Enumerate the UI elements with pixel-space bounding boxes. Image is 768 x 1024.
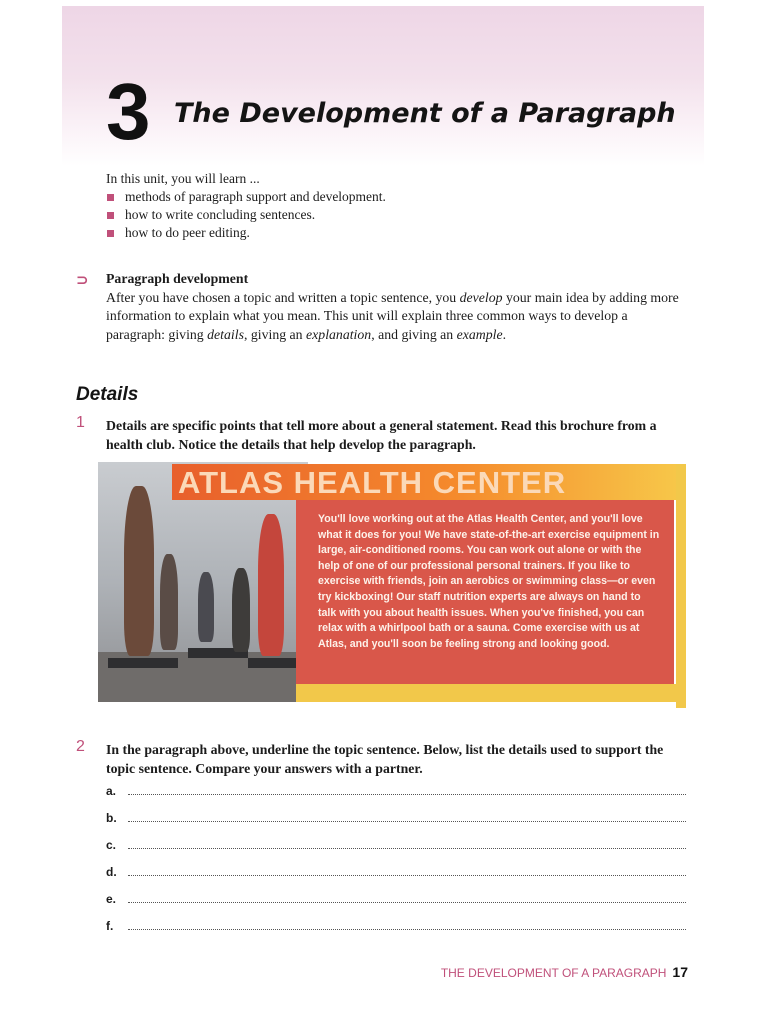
- question-text-2: In the paragraph above, underline the topic sentence. Below, list the details used to support the topic sentence. Compare your answers with a partner.: [106, 742, 664, 776]
- answer-letter: e.: [106, 892, 117, 906]
- answer-row: [106, 865, 686, 892]
- answer-row: [106, 892, 686, 919]
- answer-line[interactable]: [128, 919, 686, 930]
- answer-line[interactable]: [128, 838, 686, 849]
- unit-intro: [106, 170, 386, 242]
- answer-letter: a.: [106, 784, 117, 798]
- answer-letter: f.: [106, 919, 114, 933]
- objective-item: how to do peer editing.: [106, 224, 386, 242]
- photo-figure: [232, 568, 250, 652]
- page-footer: [441, 964, 688, 980]
- brochure: [98, 462, 686, 708]
- answer-row: [106, 919, 686, 946]
- paragraph-development-block: [106, 270, 686, 344]
- unit-title: The Development of a Paragraph: [174, 98, 676, 129]
- objective-item: how to write concluding sentences.: [106, 206, 386, 224]
- brochure-bottom-strip: [296, 684, 676, 702]
- answer-line[interactable]: [128, 811, 686, 822]
- brochure-side-strip: [676, 464, 686, 708]
- question-text-1: Details are specific points that tell more about a general statement. Read this brochure from a health club. Notice the details that help develop the paragraph.: [106, 418, 657, 452]
- intro-lead: In this unit, you will learn ...: [106, 171, 260, 186]
- unit-number: 3: [106, 67, 149, 156]
- answer-line[interactable]: [128, 892, 686, 903]
- dev-text-emphasis: details: [207, 326, 244, 342]
- textbook-page: [62, 6, 704, 1018]
- question-number-1: 1: [76, 414, 85, 431]
- answer-line[interactable]: [128, 784, 686, 795]
- photo-figure: [198, 572, 214, 642]
- objective-item: methods of paragraph support and development.: [106, 188, 386, 206]
- page-number: 17: [672, 964, 688, 980]
- running-title: THE DEVELOPMENT OF A PARAGRAPH: [440, 966, 667, 980]
- brochure-title: ATLAS HEALTH CENTER: [178, 465, 567, 500]
- answer-row: [106, 784, 686, 811]
- dev-text-part: .: [502, 326, 507, 342]
- answer-letter: c.: [106, 838, 117, 852]
- photo-figure: [160, 554, 178, 650]
- dev-text-emphasis: develop: [459, 289, 503, 305]
- photo-figure: [124, 486, 154, 656]
- brochure-text-box: [296, 500, 674, 684]
- answer-letter: b.: [106, 811, 117, 825]
- dev-text-part: , and giving an: [371, 326, 457, 342]
- development-arrow-icon: ⊃: [76, 271, 89, 289]
- learning-objectives: [106, 188, 386, 242]
- section-title-details: Details: [76, 384, 139, 405]
- photo-step: [108, 658, 178, 668]
- header-band: [62, 6, 704, 166]
- answer-line[interactable]: [128, 865, 686, 876]
- answer-row: [106, 838, 686, 865]
- dev-text-part: , giving an: [243, 326, 307, 342]
- development-text: [106, 289, 686, 345]
- question-number-2: 2: [76, 738, 85, 755]
- development-title: Paragraph development: [106, 271, 249, 286]
- answer-letter: d.: [106, 865, 117, 879]
- photo-figure: [258, 514, 284, 656]
- brochure-body: You'll love working out at the Atlas Health Center, and you'll love what it does for you! We have state-of-the-art exercise equipment in large, air-conditioned rooms. You can work out alone or with the help of one of our professional personal trainers. If you like to exercise with friends, join an aerobics or swimming class—or even try kickboxing! Our staff nutrition experts are always on hand to talk with you about health issues. When you've finished, you can relax with a whirlpool bath or a sauna. Come exercise with us at Atlas, and you'll soon be feeling strong and looking good.: [318, 513, 660, 650]
- answer-list: [106, 784, 686, 946]
- dev-text-part: your main idea by adding more information to explain what you mean. This unit will explain three common ways to develop a paragraph: giving: [106, 289, 679, 342]
- answer-row: [106, 811, 686, 838]
- dev-text-emphasis: example: [456, 326, 503, 342]
- dev-text-emphasis: explanation: [306, 326, 372, 342]
- dev-text-part: After you have chosen a topic and written a topic sentence, you: [106, 289, 460, 305]
